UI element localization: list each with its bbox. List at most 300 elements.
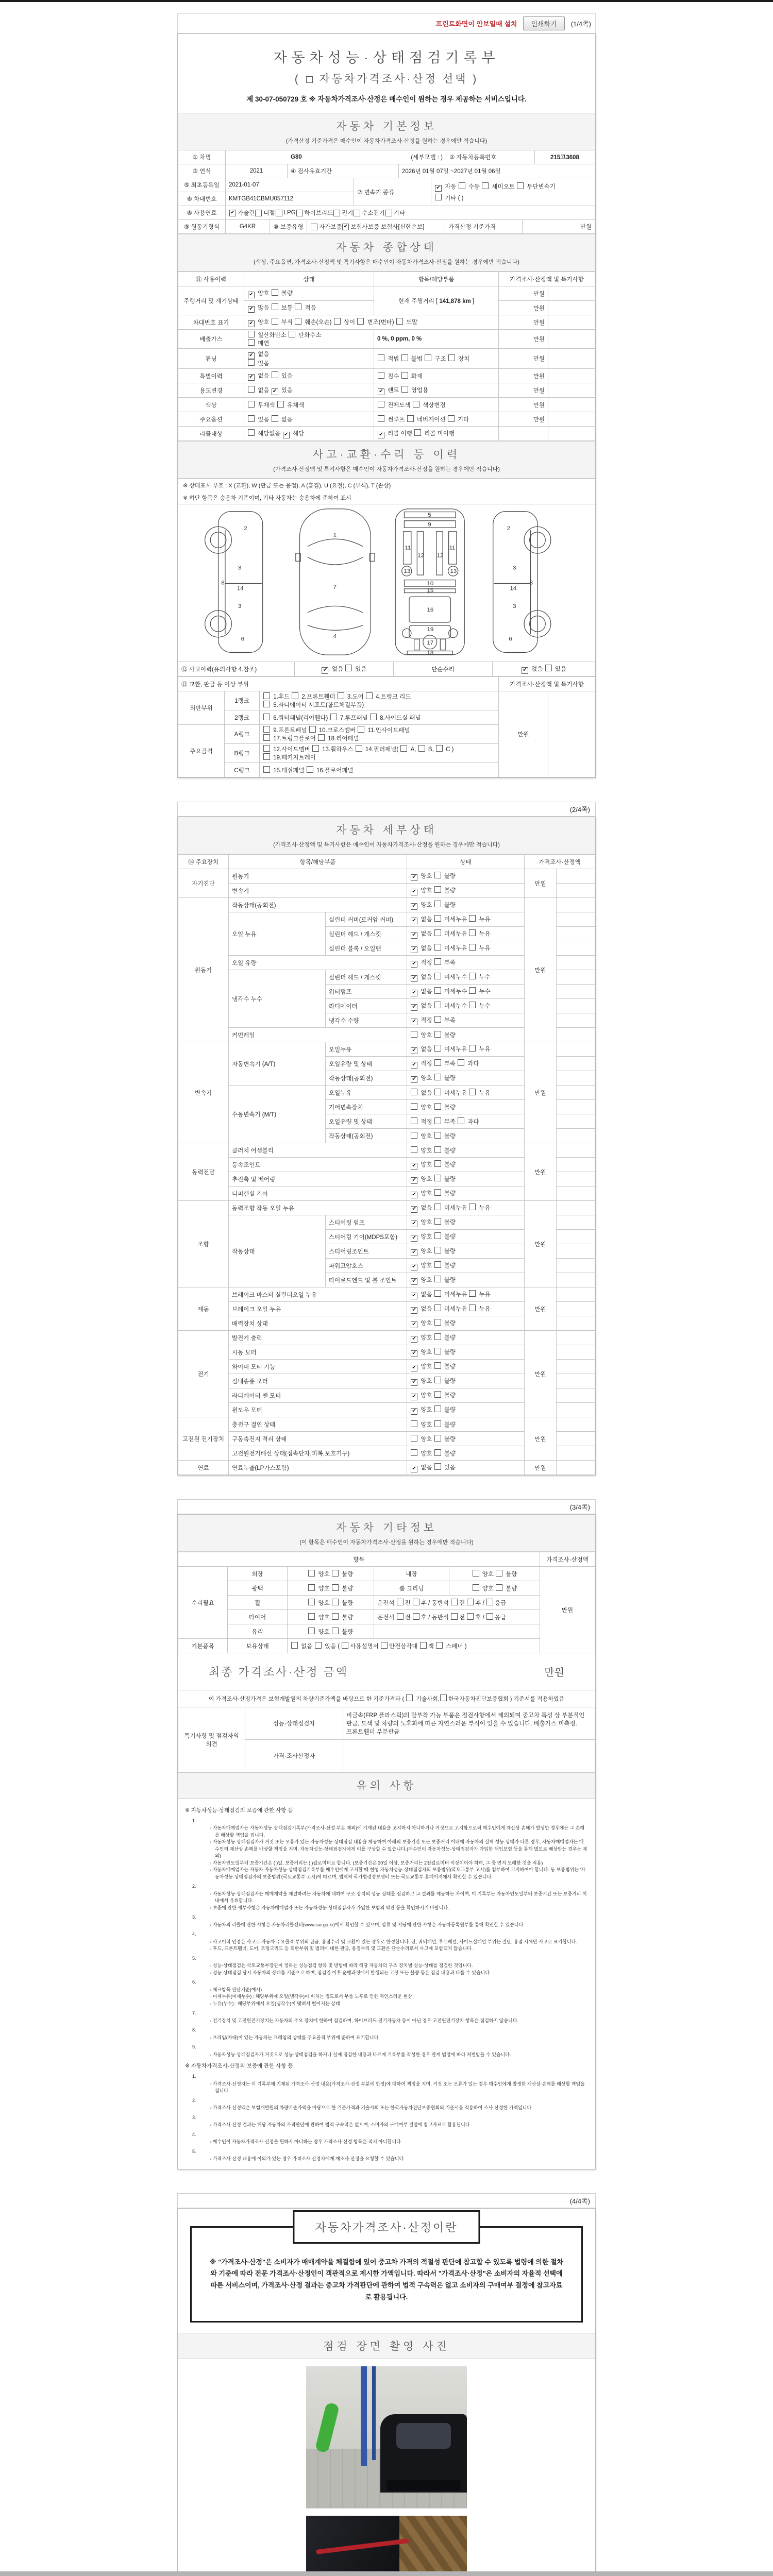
reg-number-value: 215고3608 — [550, 155, 579, 161]
checkbox-checked[interactable]: ✔ — [411, 1221, 417, 1227]
checkbox[interactable] — [318, 734, 325, 741]
checkbox-checked[interactable]: ✔ — [411, 1004, 417, 1011]
checkbox[interactable] — [496, 1570, 502, 1577]
price-blank-cell — [557, 1086, 595, 1100]
checkbox[interactable] — [411, 1420, 417, 1427]
checkbox-checked[interactable]: ✔ — [248, 374, 255, 381]
device-group-label: 전기 — [178, 1331, 229, 1417]
table-row — [178, 315, 595, 330]
checkbox[interactable] — [378, 415, 384, 422]
checkbox[interactable] — [434, 1218, 441, 1225]
checkbox[interactable] — [411, 1132, 417, 1139]
state-options: ✔ 양호 불량 — [407, 1259, 525, 1273]
price-blank-cell — [557, 1374, 595, 1388]
checkbox[interactable] — [434, 929, 441, 936]
checkbox-checked[interactable]: ✔ — [411, 1076, 417, 1083]
state-options: ✔ 없음 있음 — [244, 369, 374, 383]
checkbox[interactable] — [434, 1189, 441, 1196]
checkbox[interactable] — [397, 1613, 404, 1620]
checkbox-checked[interactable]: ✔ — [411, 1394, 417, 1400]
overall-condition-table — [178, 272, 595, 441]
checkbox-checked[interactable]: ✔ — [411, 1206, 417, 1213]
price-blank-cell — [557, 1071, 595, 1086]
checkbox[interactable] — [401, 354, 408, 361]
page-marker-strip-2 — [177, 802, 596, 817]
checkbox[interactable] — [434, 1103, 441, 1110]
checkbox[interactable] — [332, 1599, 339, 1605]
checkbox[interactable] — [332, 1628, 339, 1634]
detail-condition-table — [178, 854, 595, 1475]
checkbox[interactable] — [411, 1146, 417, 1153]
state-options: ✔ 없음 미세누유 누유 — [407, 1042, 525, 1057]
checkbox[interactable] — [434, 1160, 441, 1167]
checkbox[interactable] — [469, 1002, 476, 1008]
checkbox[interactable] — [434, 1304, 441, 1311]
svg-text:16: 16 — [427, 606, 434, 613]
checkbox[interactable] — [486, 1599, 493, 1605]
checkbox[interactable] — [356, 745, 362, 752]
checkbox[interactable] — [308, 1584, 315, 1591]
checkbox[interactable] — [413, 1613, 419, 1620]
price-blank-cell — [548, 369, 595, 383]
checkbox-checked[interactable]: ✔ — [248, 292, 255, 298]
checkbox[interactable] — [332, 1570, 339, 1577]
checkbox[interactable] — [308, 1570, 315, 1577]
checkbox-checked[interactable]: ✔ — [378, 432, 384, 438]
print-button[interactable]: 인쇄하기 — [523, 16, 564, 30]
checkbox[interactable] — [451, 1599, 458, 1605]
checkbox[interactable] — [473, 1570, 479, 1577]
checkbox[interactable] — [277, 401, 284, 408]
checkbox[interactable] — [309, 726, 316, 733]
checkbox-checked[interactable]: ✔ — [411, 990, 417, 996]
checkbox[interactable] — [436, 1642, 443, 1649]
checkbox[interactable] — [469, 1089, 476, 1095]
checkbox[interactable] — [296, 210, 303, 216]
checkbox-checked[interactable]: ✔ — [411, 1336, 417, 1343]
checkbox[interactable] — [354, 210, 360, 216]
checkbox[interactable] — [248, 401, 255, 408]
checkbox[interactable] — [448, 354, 455, 361]
row-label: 주행거리 및 계기상태 — [178, 286, 244, 315]
subitem-label: 기어변속장치 — [326, 1100, 407, 1114]
svg-text:13: 13 — [404, 568, 411, 575]
page-marker-1: (1/4쪽) — [570, 20, 591, 28]
checkbox[interactable] — [434, 958, 441, 965]
checkbox[interactable] — [342, 1642, 348, 1649]
page-marker-4: (4/4쪽) — [569, 2197, 590, 2205]
checkbox[interactable] — [434, 915, 441, 922]
checkbox[interactable] — [276, 210, 282, 216]
checkbox[interactable] — [308, 1599, 315, 1605]
checkbox-checked[interactable]: ✔ — [522, 667, 528, 674]
checkbox[interactable] — [425, 354, 431, 361]
etc-info-table — [178, 1552, 595, 1653]
checkbox[interactable] — [451, 1613, 458, 1620]
section-note: (가격산정 기준가격은 매수인이 자동차가격조사·산정을 원하는 경우에만 적습니다) — [285, 138, 488, 144]
price-unit-cell: 만원 — [525, 1417, 557, 1461]
field-reg-number-label: ② 자동차등록번호 — [446, 150, 535, 164]
checkbox-checked[interactable]: ✔ — [411, 932, 417, 939]
state-options: ✔ 적정 부족 — [407, 1013, 525, 1028]
checkbox[interactable] — [434, 1146, 441, 1153]
checkbox[interactable] — [434, 1074, 441, 1080]
checkbox[interactable] — [248, 415, 255, 422]
checkbox-checked[interactable]: ✔ — [411, 1062, 417, 1069]
checkbox[interactable] — [469, 1290, 476, 1297]
mileage-cell: 현재 주행거리 [ 141,878 km ] — [374, 286, 499, 315]
checkbox[interactable] — [307, 766, 313, 773]
section-basic-info — [178, 113, 595, 150]
checkbox[interactable] — [345, 665, 352, 671]
checkbox[interactable] — [291, 1642, 298, 1649]
checkbox[interactable] — [434, 1276, 441, 1282]
checkbox[interactable] — [333, 210, 340, 216]
checkbox-checked[interactable]: ✔ — [272, 388, 278, 395]
table-row — [178, 1331, 595, 1345]
checkbox-checked[interactable]: ✔ — [322, 667, 328, 674]
state-options: 양호 불량 — [407, 1417, 525, 1432]
checkbox[interactable] — [434, 1247, 441, 1253]
checkbox[interactable] — [411, 1117, 417, 1124]
checkbox[interactable] — [434, 987, 441, 994]
checkbox-checked[interactable]: ✔ — [411, 1047, 417, 1054]
checkbox[interactable] — [248, 429, 255, 436]
checkbox[interactable] — [440, 1694, 447, 1701]
caution-item-number: 7. — [192, 2010, 196, 2016]
checkbox[interactable] — [358, 726, 364, 733]
section-detail-condition — [178, 817, 595, 854]
checkbox[interactable] — [263, 692, 270, 699]
checkbox-checked[interactable]: ✔ — [411, 889, 417, 895]
price-unit-cell: 만원 — [525, 1287, 557, 1331]
subitem-label: 냉각수 수량 — [326, 1013, 407, 1028]
svg-text:1: 1 — [333, 532, 337, 538]
caution-bullet: ▫ 가격조사·산정자는 이 기록부에 기재된 가격조사·산정 내용(가격조사·산정 부분에 한정)에 대하여 책임을 지며, 거짓 또는 오류가 있는 경우 매수인에게 발생한 재산상 손해를 배상할 책임을 집니다. — [210, 2081, 585, 2093]
checkbox-checked[interactable]: ✔ — [283, 432, 290, 438]
checkbox-checked[interactable]: ✔ — [411, 1249, 417, 1256]
checkbox-checked[interactable]: ✔ — [411, 1379, 417, 1386]
checkbox[interactable] — [434, 1362, 441, 1369]
checkbox[interactable] — [272, 318, 278, 325]
checkbox-checked[interactable]: ✔ — [411, 1321, 417, 1328]
price-unit-cell: 만원 — [540, 1567, 595, 1653]
checkbox-checked[interactable]: ✔ — [411, 1235, 417, 1242]
state-options: 양호 불량 — [407, 1028, 525, 1042]
checkbox[interactable] — [517, 182, 524, 189]
checkbox[interactable] — [248, 339, 255, 346]
checkbox[interactable] — [401, 386, 408, 393]
checkbox[interactable] — [434, 1002, 441, 1008]
row-label: 특별이력 — [178, 369, 244, 383]
state-options: ✔ 없음 미세누수 누수 — [407, 985, 525, 999]
checkbox[interactable] — [545, 665, 552, 671]
checkbox-checked[interactable]: ✔ — [411, 1019, 417, 1025]
checkbox[interactable] — [467, 1599, 474, 1605]
checkbox-checked[interactable]: ✔ — [342, 224, 349, 230]
checkbox[interactable] — [434, 1435, 441, 1442]
checkbox[interactable] — [332, 1613, 339, 1620]
checkbox[interactable] — [334, 318, 341, 325]
price-unit-cell: 만원 — [499, 286, 548, 301]
item-label: 광택 — [228, 1581, 288, 1596]
device-group-label: 조향 — [178, 1201, 229, 1287]
checkbox[interactable] — [469, 1304, 476, 1311]
state-options: ✔ 적정 부족 — [407, 956, 525, 970]
svg-text:19: 19 — [427, 626, 434, 633]
caution-bullet: ▫ 가격조사·산정 결과는 해당 자동차의 가격판단에 관하여 법적 구속력은 없으며, 소비자의 구매여부 결정에 참고자료로 활용됩니다. — [210, 2122, 471, 2127]
checkbox[interactable] — [434, 1232, 441, 1239]
checkbox[interactable] — [366, 692, 373, 699]
fuel-options: ✔ 가솔린 디젤 LPG 하이브리드 전기 수소전기 기타 — [226, 206, 595, 219]
checkbox-checked[interactable]: ✔ — [411, 961, 417, 968]
checkbox[interactable] — [385, 210, 392, 216]
checkbox-checked[interactable]: ✔ — [411, 1365, 417, 1371]
checkbox[interactable] — [308, 1628, 315, 1634]
checkbox-checked[interactable]: ✔ — [378, 388, 384, 395]
checkbox[interactable] — [413, 401, 419, 408]
checkbox[interactable] — [420, 1642, 427, 1649]
checkbox[interactable] — [306, 76, 313, 83]
checkbox[interactable] — [272, 415, 278, 422]
price-unit-cell: 만원 — [525, 869, 557, 898]
svg-text:18: 18 — [427, 650, 434, 656]
checkbox[interactable] — [434, 1016, 441, 1023]
rank-label: 1랭크 — [225, 691, 260, 710]
checkbox[interactable] — [434, 901, 441, 907]
checkbox-checked[interactable]: ✔ — [411, 1408, 417, 1415]
checkbox[interactable] — [411, 1031, 417, 1038]
price-blank-cell — [557, 927, 595, 941]
checkbox[interactable] — [401, 372, 408, 379]
checkbox[interactable] — [448, 415, 455, 422]
caution-bullet: ▫ 전기장치 및 고전원전기장치는 자동차의 주요 장치에 한하여 점검하며, 하이브리드·전기자동차 등이 아닌 경우 고전원전기장치 항목은 점검하지 않습니다. — [210, 2018, 518, 2023]
price-blank-cell — [557, 985, 595, 999]
checkbox[interactable] — [434, 1117, 441, 1124]
checkbox[interactable] — [397, 1599, 404, 1605]
checkbox-checked[interactable]: ✔ — [411, 1278, 417, 1285]
section-cautions — [178, 1772, 595, 1799]
item-label: 시동 모터 — [229, 1345, 407, 1360]
checkbox-checked[interactable]: ✔ — [248, 352, 255, 359]
checkbox[interactable] — [434, 1405, 441, 1412]
price-unit-cell: 만원 — [499, 301, 548, 315]
checkbox[interactable] — [272, 371, 278, 378]
checkbox[interactable] — [434, 1290, 441, 1297]
checkbox[interactable] — [486, 1613, 493, 1620]
checkbox-checked[interactable]: ✔ — [411, 1192, 417, 1198]
price-blank-cell — [557, 1187, 595, 1201]
item-label: 휠 — [228, 1596, 288, 1610]
section-title: 유의 사항 — [356, 1780, 417, 1792]
checkbox[interactable] — [263, 714, 270, 720]
checkbox[interactable] — [434, 1204, 441, 1210]
checkbox[interactable] — [434, 1333, 441, 1340]
checkbox-checked[interactable]: ✔ — [411, 975, 417, 982]
checkbox[interactable] — [434, 1420, 441, 1427]
checkbox-checked[interactable]: ✔ — [411, 1177, 417, 1184]
checkbox[interactable] — [263, 745, 270, 752]
checkbox[interactable] — [396, 318, 403, 325]
checkbox[interactable] — [263, 734, 270, 741]
checkbox[interactable] — [418, 745, 425, 752]
checkbox[interactable] — [458, 1117, 464, 1124]
checkbox[interactable] — [434, 1449, 441, 1456]
checkbox[interactable] — [413, 1599, 419, 1605]
checkbox[interactable] — [308, 1613, 315, 1620]
checkbox[interactable] — [406, 1694, 413, 1701]
checkbox[interactable] — [469, 929, 476, 936]
checkbox[interactable] — [295, 303, 301, 310]
first-reg-value: 2021-01-07 — [229, 182, 259, 188]
checkbox[interactable] — [435, 194, 442, 200]
checkbox-checked[interactable]: ✔ — [411, 1466, 417, 1472]
checkbox[interactable] — [332, 1584, 339, 1591]
checkbox[interactable] — [434, 1377, 441, 1383]
checkbox[interactable] — [482, 182, 489, 189]
checkbox[interactable] — [338, 692, 344, 699]
subitem-label: 실린더 커버(로커암 커버) — [326, 912, 407, 927]
checkbox[interactable] — [248, 386, 255, 393]
checkbox[interactable] — [330, 714, 337, 720]
checkbox-checked[interactable]: ✔ — [229, 210, 236, 216]
checkbox-checked[interactable]: ✔ — [411, 946, 417, 953]
checkbox[interactable] — [434, 1045, 441, 1052]
checkbox[interactable] — [311, 224, 317, 230]
panel-items: 6.쿼터패널(리어휀다) 7.루프패널 8.사이드실 패널 — [260, 710, 499, 725]
checkbox[interactable] — [434, 944, 441, 951]
checkbox[interactable] — [289, 331, 295, 337]
checkbox[interactable] — [496, 1584, 502, 1591]
field-transmission-label: ⑦ 변속기 종류 — [354, 178, 431, 206]
checkbox[interactable] — [312, 745, 319, 752]
checkbox[interactable] — [315, 1642, 322, 1649]
checkbox[interactable] — [469, 1204, 476, 1210]
price-blank-cell — [557, 898, 595, 912]
checkbox[interactable] — [458, 1059, 464, 1066]
svg-text:6: 6 — [509, 636, 512, 642]
item-options: 양호 불량 — [449, 1581, 540, 1596]
checkbox[interactable] — [263, 701, 270, 707]
checkbox-checked[interactable]: ✔ — [411, 1350, 417, 1357]
checkbox[interactable] — [272, 303, 278, 310]
checkbox[interactable] — [272, 289, 278, 296]
checkbox[interactable] — [434, 1031, 441, 1038]
state-options: ✔ 양호 불량 — [407, 1215, 525, 1230]
device-group-label: 연료 — [178, 1461, 229, 1475]
checkbox[interactable] — [378, 354, 384, 361]
state-options: ✔ 없음 있음 — [244, 349, 374, 369]
photo-blue-pillar — [361, 2366, 367, 2466]
checkbox[interactable] — [467, 1613, 474, 1620]
photo-blue-pillar-2 — [372, 2366, 376, 2460]
checkbox[interactable] — [434, 973, 441, 979]
checkbox[interactable] — [469, 1045, 476, 1052]
checkbox[interactable] — [357, 318, 364, 325]
rank-label: B랭크 — [225, 744, 260, 763]
svg-text:12: 12 — [417, 552, 425, 559]
subitem-label: 파워고압호스 — [326, 1259, 407, 1273]
checkbox[interactable] — [400, 745, 407, 752]
checkbox[interactable] — [434, 1175, 441, 1181]
state-options: ✔ 없음 미세누유 누유 — [407, 1201, 525, 1215]
checkbox-checked[interactable]: ✔ — [248, 306, 255, 313]
document-number-line: 제 30-07-050729 호 ※ 자동차가격조사·산정은 매수인이 원하는 경우 제공하는 서비스입니다. — [246, 95, 527, 103]
checkbox[interactable] — [411, 1089, 417, 1095]
checkbox[interactable] — [469, 973, 476, 979]
checkbox[interactable] — [411, 1103, 417, 1110]
table-row — [178, 383, 595, 398]
checkbox[interactable] — [248, 359, 255, 366]
checkbox[interactable] — [378, 401, 384, 408]
checkbox-checked[interactable]: ✔ — [411, 1293, 417, 1299]
checkbox[interactable] — [407, 415, 414, 422]
checkbox[interactable] — [434, 1132, 441, 1139]
checkbox[interactable] — [292, 692, 298, 699]
checkbox-checked[interactable]: ✔ — [435, 185, 442, 192]
checkbox[interactable] — [469, 915, 476, 922]
checkbox-checked[interactable]: ✔ — [411, 1163, 417, 1170]
checkbox[interactable] — [263, 726, 270, 733]
checkbox[interactable] — [434, 872, 441, 878]
checkbox-checked[interactable]: ✔ — [411, 874, 417, 881]
checkbox[interactable] — [473, 1584, 479, 1591]
checkbox[interactable] — [411, 1435, 417, 1442]
etc-group-label: 기본품목 — [178, 1639, 228, 1653]
row-label: 튜닝 — [178, 349, 244, 369]
table-row — [178, 898, 595, 912]
checkbox-checked[interactable]: ✔ — [411, 1307, 417, 1314]
checkbox[interactable] — [381, 1642, 388, 1649]
state-options: 적정 부족 과다 — [407, 1114, 525, 1129]
checkbox[interactable] — [434, 1391, 441, 1398]
price-blank-cell — [548, 315, 595, 330]
checkbox[interactable] — [434, 1348, 441, 1354]
section-note: (이 항목은 매수인이 자동차가격조사·산정을 원하는 경우에만 적습니다) — [299, 1539, 474, 1546]
checkbox[interactable] — [434, 1059, 441, 1066]
checkbox[interactable] — [469, 944, 476, 951]
checkbox[interactable] — [370, 714, 377, 720]
checkbox-checked[interactable]: ✔ — [411, 1264, 417, 1270]
checkbox[interactable] — [434, 1089, 441, 1095]
checkbox[interactable] — [434, 1261, 441, 1268]
checkbox[interactable] — [378, 372, 384, 379]
table-row — [178, 1610, 595, 1624]
price-blank-cell — [548, 691, 595, 777]
checkbox[interactable] — [434, 1319, 441, 1326]
checkbox-checked[interactable]: ✔ — [248, 320, 255, 327]
checkbox[interactable] — [434, 1463, 441, 1470]
item-options: 운전석 전 후 / 동반석 전 후 / 응급 — [374, 1610, 540, 1624]
checkbox[interactable] — [255, 210, 262, 216]
state-options: 양호 불량 — [407, 1432, 525, 1446]
price-unit-cell: 만원 — [499, 349, 548, 369]
checkbox[interactable] — [436, 745, 443, 752]
checkbox[interactable] — [434, 886, 441, 893]
price-blank-cell — [548, 412, 595, 427]
checkbox[interactable] — [459, 182, 465, 189]
checkbox[interactable] — [411, 1449, 417, 1456]
checkbox[interactable] — [248, 331, 255, 337]
item-label: 추진축 및 베어링 — [229, 1172, 407, 1187]
checkbox[interactable] — [263, 766, 270, 773]
checkbox[interactable] — [295, 318, 301, 325]
checkbox[interactable] — [414, 429, 421, 436]
checkbox-checked[interactable]: ✔ — [411, 918, 417, 924]
checkbox[interactable] — [263, 753, 270, 760]
checkbox-checked[interactable]: ✔ — [411, 903, 417, 910]
checkbox[interactable] — [469, 987, 476, 994]
